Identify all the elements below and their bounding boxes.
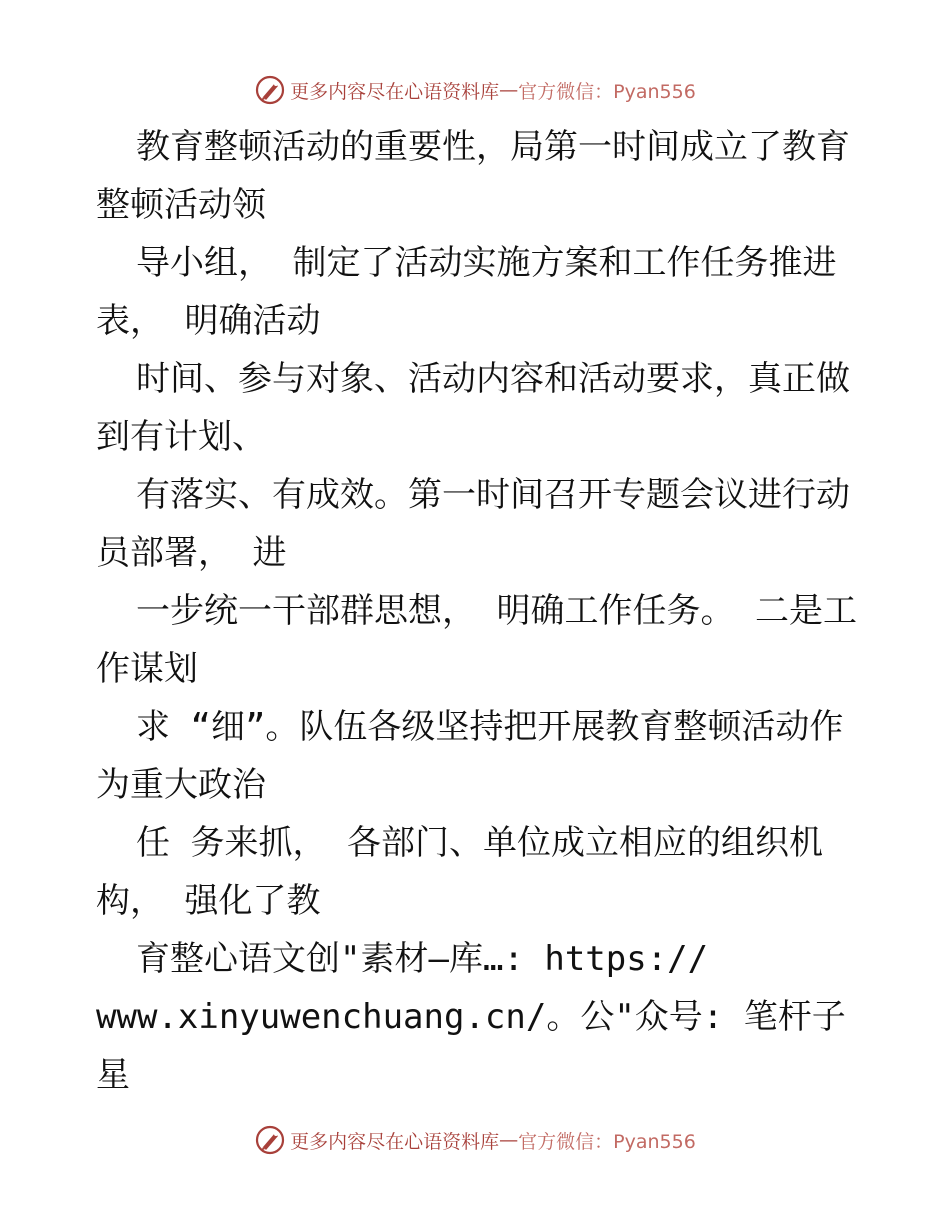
paragraph-3: 时间、参与对象、活动内容和活动要求，真正做到有计划、 — [96, 359, 850, 457]
footer-wechat-text: 官方微信：Pyan556 — [518, 1130, 696, 1153]
pen-logo-icon — [254, 74, 286, 106]
paragraph-5: 一步统一干部群思想， 明确工作任务。 二是工作谋划 — [96, 591, 857, 689]
paragraph-7: 任 务来抓， 各部门、单位成立相应的组织机构， 强化了教 — [96, 823, 823, 921]
pen-logo-icon — [254, 1124, 286, 1156]
header-wechat-text: 官方微信：Pyan556 — [518, 80, 696, 103]
document-body — [96, 118, 866, 1104]
header-site-text: 更多内容尽在心语资料库 — [290, 80, 500, 103]
paragraph-8: 育整心语文创"素材—库…: https:// — [136, 939, 709, 979]
paragraph-2: 导小组， 制定了活动实施方案和工作任务推进表， 明确活动 — [96, 243, 837, 341]
paragraph-url-line: www.xinyuwenchuang.cn/。公"众号: 笔杆子星 — [96, 997, 846, 1095]
footer-dash: — — [499, 1129, 519, 1151]
footer-banner — [0, 1120, 950, 1160]
header-banner — [0, 70, 950, 110]
header-dash: — — [499, 79, 519, 101]
paragraph-1: 教育整顿活动的重要性，局第一时间成立了教育整顿活动领 — [96, 127, 850, 225]
footer-site-text: 更多内容尽在心语资料库 — [290, 1130, 500, 1153]
paragraph-4: 有落实、有成效。第一时间召开专题会议进行动员部署， 进 — [96, 475, 850, 573]
paragraph-6: 求 “细”。队伍各级坚持把开展教育整顿活动作为重大政治 — [96, 707, 844, 805]
